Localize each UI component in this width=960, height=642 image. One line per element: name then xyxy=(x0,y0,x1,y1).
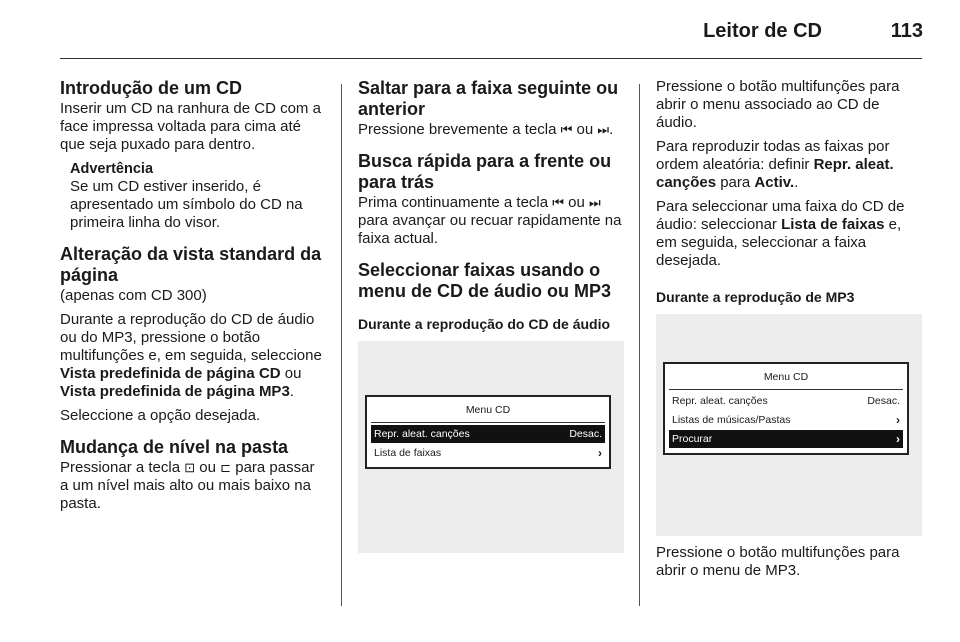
mp3-menu-display xyxy=(663,362,909,455)
column-divider-1 xyxy=(341,84,342,606)
menu-item-shuffle[interactable]: Repr. aleat. canções Desac. xyxy=(371,425,605,443)
paragraph-skip-track: Pressione brevemente a tecla ⏮ ou ⏭. xyxy=(358,121,614,138)
paragraph-open-mp3-menu: Pressione o botão multifunções para abrir o menu de MP3. xyxy=(656,544,900,579)
heading-page-view: Alteração da vista standard da página xyxy=(60,244,322,285)
chevron-right-icon: › xyxy=(896,432,900,446)
cd-menu-display xyxy=(365,395,611,469)
menu-title: Menu CD xyxy=(669,366,903,390)
column-2 xyxy=(358,78,624,553)
menu-title: Menu CD xyxy=(371,399,605,423)
menu-item-search[interactable]: Procurar › xyxy=(669,430,903,448)
heading-skip-track: Saltar para a faixa seguinte ou anterior xyxy=(358,78,619,119)
menu-item-shuffle[interactable]: Repr. aleat. canções Desac. xyxy=(672,395,900,407)
menu-item-track-list[interactable]: Lista de faixas › xyxy=(374,446,602,460)
column-3 xyxy=(656,78,922,586)
paragraph-folder-level: Pressionar a tecla ⊡ ou ⊏ para passar a um nível mais alto ou mais baixo na pasta. xyxy=(60,459,315,512)
paragraph-open-menu: Pressione o botão multifunções para abrir o menu associado ao CD de áudio. xyxy=(656,78,900,131)
paragraph-select-option: Seleccione a opção desejada. xyxy=(60,407,261,424)
heading-insert-cd: Introdução de um CD xyxy=(60,78,243,98)
chevron-right-icon: › xyxy=(598,446,602,460)
paragraph-insert-cd: Inserir um CD na ranhura de CD com a face impressa voltada para cima até que seja puxado para dentro. xyxy=(60,100,321,153)
heading-folder-level: Mudança de nível na pasta xyxy=(60,437,289,457)
chevron-right-icon: › xyxy=(896,413,900,427)
rewind-icon: ⏮ xyxy=(552,195,564,210)
paragraph-select-track: Para seleccionar uma faixa do CD de áudio: seleccionar Lista de faixas e, em seguida, seleccionar a faixa desejada. xyxy=(656,198,905,269)
column-1 xyxy=(60,78,326,519)
warning-text: Se um CD estiver inserido, é apresentado um símbolo do CD na primeira linha do visor. xyxy=(70,178,303,231)
folder-down-icon: ⊏ xyxy=(220,460,232,475)
mp3-menu-screenshot xyxy=(656,314,922,536)
paragraph-shuffle: Para reproduzir todas as faixas por ordem aleatória: definir Repr. aleat. canções para Activ.. xyxy=(656,138,894,191)
fast-forward-icon: ⏭ xyxy=(589,195,601,210)
heading-select-tracks: Seleccionar faixas usando o menu de CD de áudio ou MP3 xyxy=(358,260,612,301)
page-title: Leitor de CD xyxy=(703,20,822,42)
subheading-audio-cd: Durante a reprodução do CD de áudio xyxy=(358,316,611,332)
next-track-icon: ⏭ xyxy=(597,122,610,137)
header-divider xyxy=(60,58,922,59)
cd-menu-screenshot xyxy=(358,341,624,553)
column-divider-2 xyxy=(639,84,640,606)
paragraph-cd300: (apenas com CD 300) xyxy=(60,287,207,304)
paragraph-page-view: Durante a reprodução do CD de áudio ou do MP3, pressione o botão multifunções e, em seguida, seleccione Vista predefinida de página CD ou Vista predefinida de página MP3. xyxy=(60,311,322,400)
previous-track-icon: ⏮ xyxy=(560,122,573,137)
folder-up-icon: ⊡ xyxy=(184,460,196,475)
page-number: 113 xyxy=(890,20,923,42)
paragraph-fast-search: Prima continuamente a tecla ⏮ ou ⏭ para avançar ou recuar rapidamente na faixa actual. xyxy=(358,194,622,247)
subheading-mp3: Durante a reprodução de MP3 xyxy=(656,289,855,305)
warning-title: Advertência xyxy=(70,161,154,177)
menu-item-playlists[interactable]: Listas de músicas/Pastas › xyxy=(672,413,900,427)
heading-fast-search: Busca rápida para a frente ou para trás xyxy=(358,151,612,192)
warning-note xyxy=(70,160,326,232)
